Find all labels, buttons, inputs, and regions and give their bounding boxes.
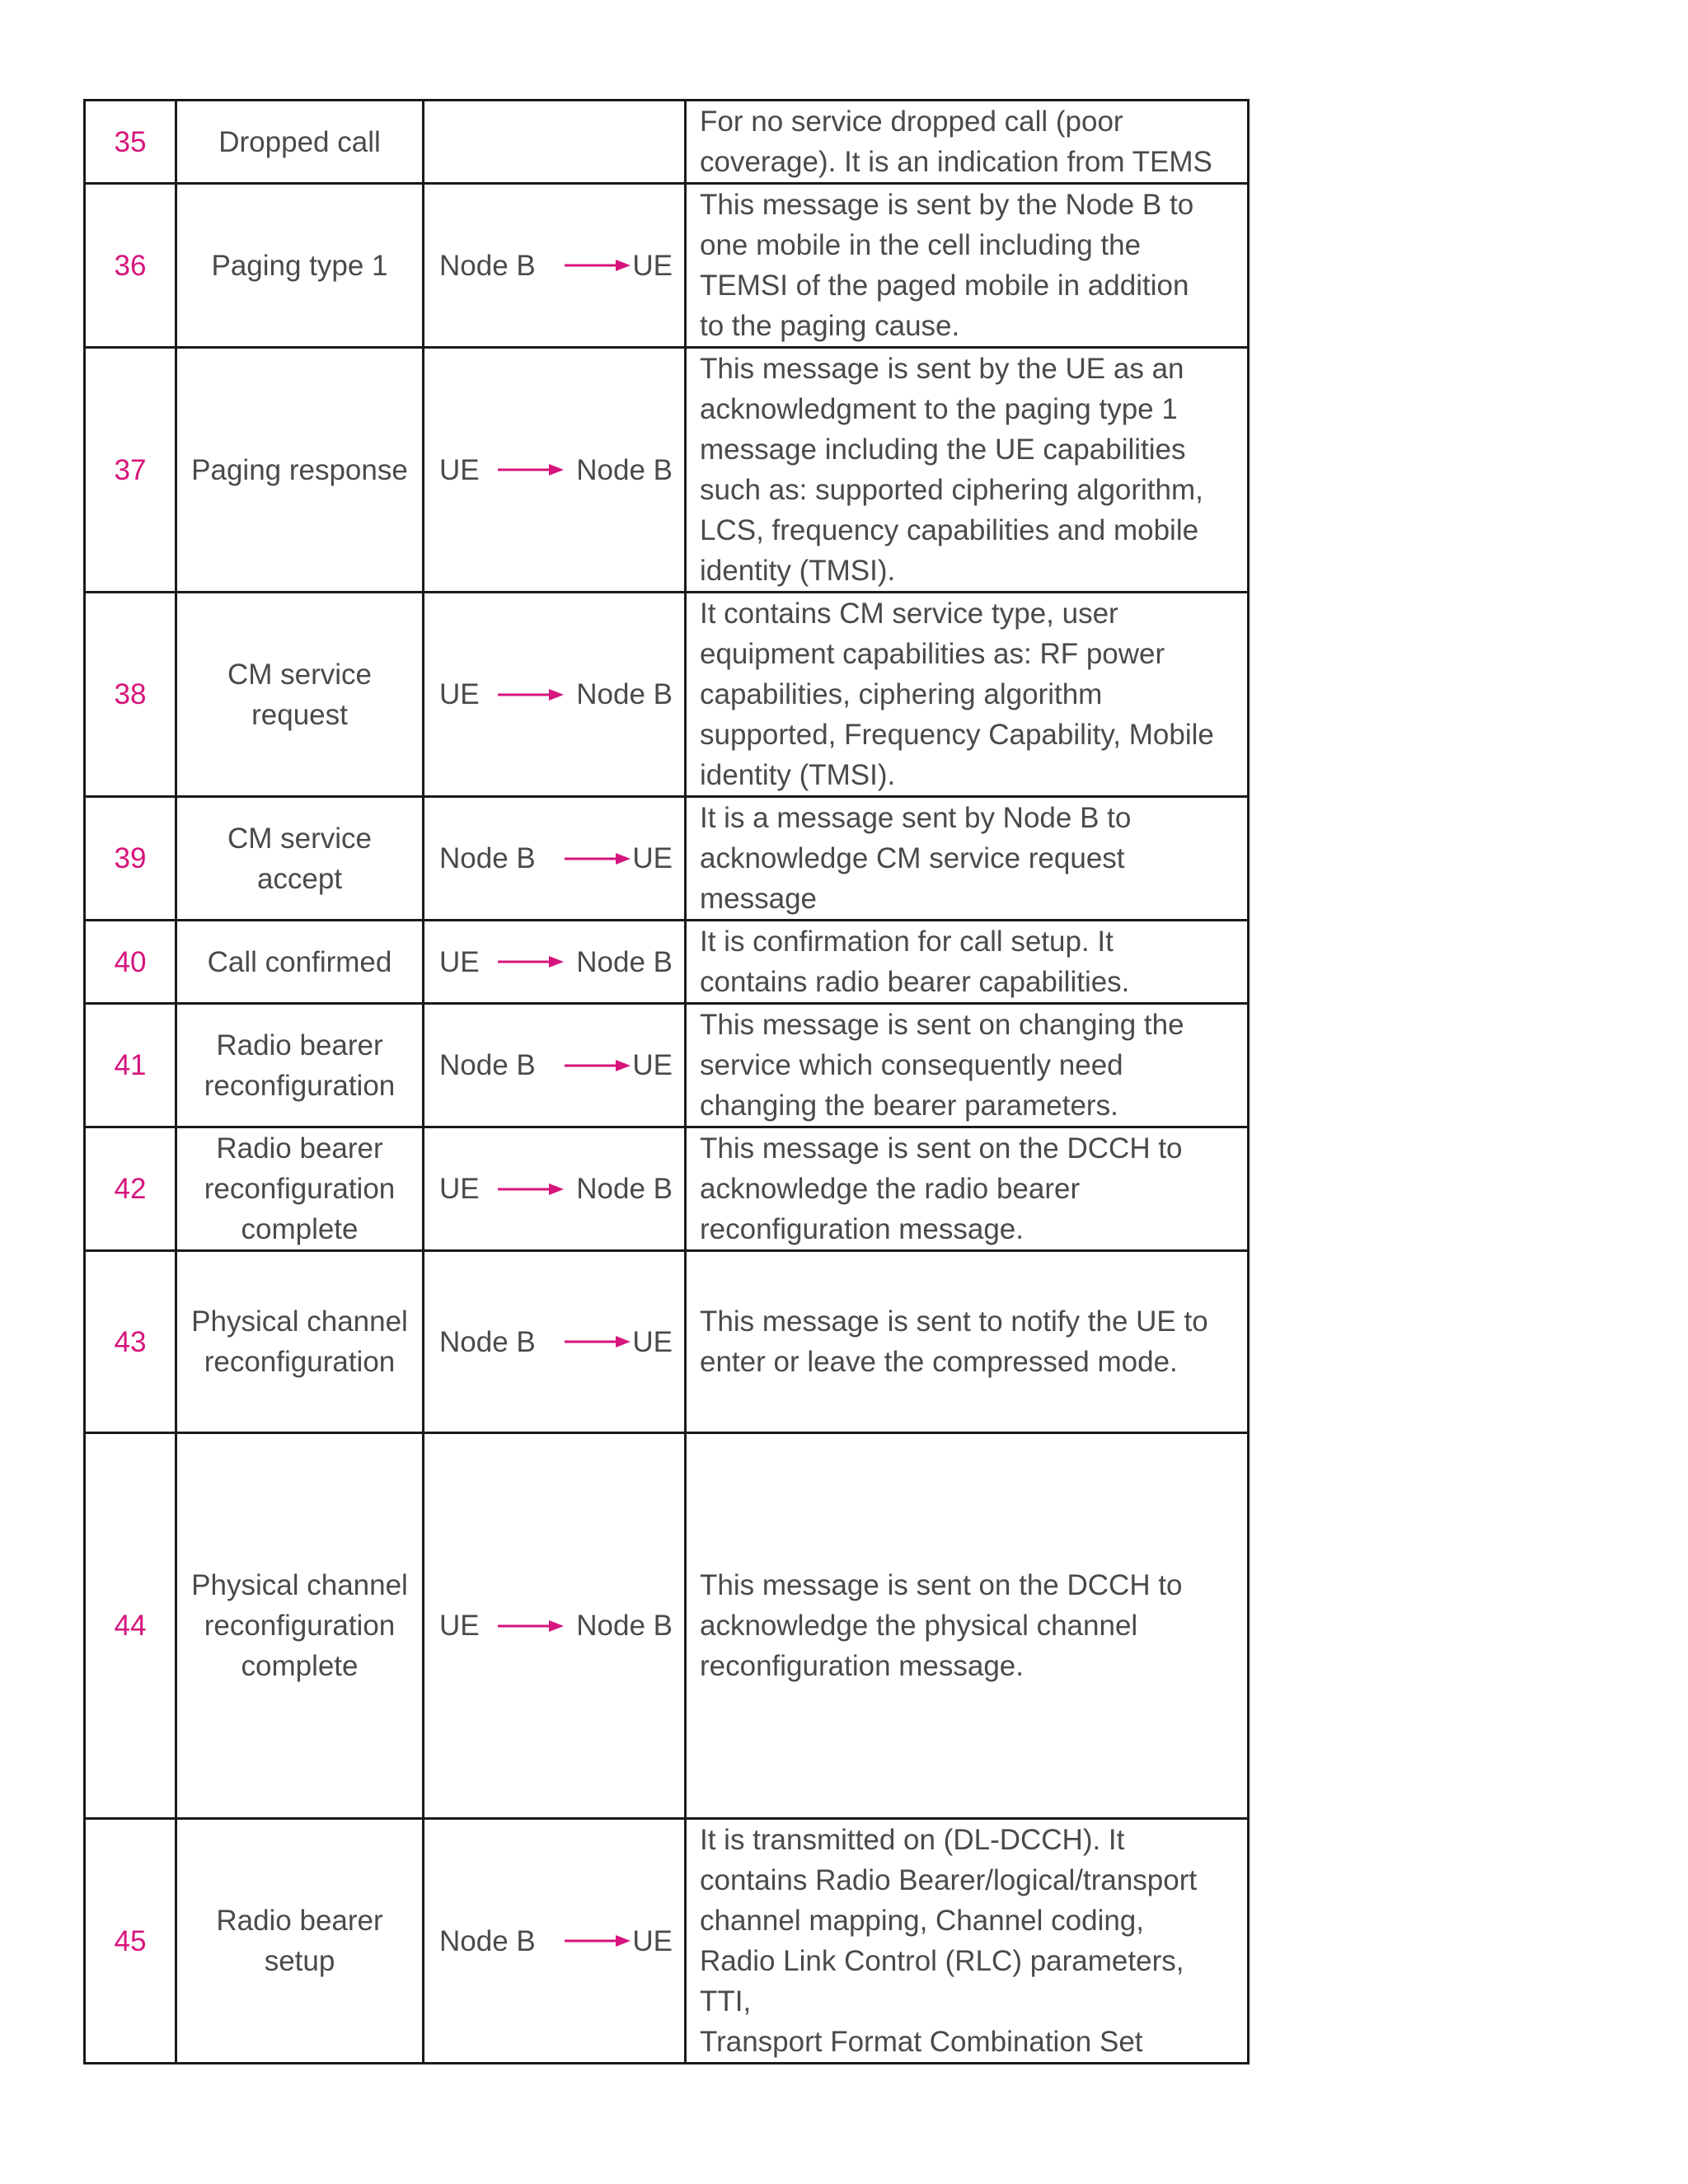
arrow-head (616, 1935, 631, 1947)
description-cell (686, 1251, 1249, 1433)
message-name: Paging type 1 (211, 249, 388, 282)
message-number-cell (85, 1004, 176, 1127)
message-name-cell (176, 1127, 424, 1251)
direction-cell (424, 184, 686, 348)
message-name-cell (176, 1819, 424, 2064)
direction-from: Node B (439, 1924, 536, 1957)
message-name: Physical channel reconfiguration (191, 1305, 408, 1378)
message-name-cell (176, 1004, 424, 1127)
direction-from: UE (439, 1173, 480, 1205)
table-row (85, 921, 1249, 1004)
direction-to: Node B (576, 1610, 673, 1642)
description-cell (686, 1819, 1249, 2064)
direction-flow (439, 1045, 673, 1085)
direction-to: UE (632, 1325, 673, 1358)
message-number: 40 (114, 945, 147, 978)
direction-to: Node B (576, 945, 673, 978)
direction-to: UE (632, 1049, 673, 1081)
message-number: 45 (114, 1924, 147, 1957)
message-number-cell (85, 921, 176, 1004)
direction-cell (424, 348, 686, 593)
arrow-head (616, 853, 631, 865)
message-number: 35 (114, 125, 147, 158)
message-number-cell (85, 1433, 176, 1819)
direction-from: UE (439, 678, 480, 710)
table-row (85, 1127, 1249, 1251)
arrow-right-icon (565, 851, 631, 867)
description-cell (686, 593, 1249, 797)
message-name: Call confirmed (207, 945, 392, 978)
arrow-right-icon (498, 1181, 564, 1197)
message-name-cell (176, 921, 424, 1004)
arrow-head (549, 464, 564, 476)
message-name-cell (176, 797, 424, 921)
arrow-head (616, 1336, 631, 1347)
table-body (85, 101, 1249, 2064)
message-name-cell (176, 1251, 424, 1433)
message-name: CM service accept (227, 822, 373, 895)
arrow-right-icon (565, 1933, 631, 1949)
message-number: 36 (114, 249, 147, 282)
description-cell (686, 1127, 1249, 1251)
arrow-right-icon (498, 1618, 564, 1634)
message-number-cell (85, 184, 176, 348)
message-description: This message is sent on the DCCH to acknowledge the radio bearer reconfiguration message. (700, 1132, 1183, 1245)
message-name-cell (176, 184, 424, 348)
arrow-right-icon (498, 462, 564, 478)
message-number-cell (85, 797, 176, 921)
arrow-head (616, 260, 631, 271)
arrow-head (616, 1060, 631, 1071)
direction-to: Node B (576, 1173, 673, 1205)
direction-from: Node B (439, 842, 536, 874)
message-description: This message is sent on changing the service which consequently need changing the bearer parameters. (700, 1009, 1184, 1122)
arrow-head (549, 1183, 564, 1195)
direction-flow (439, 1605, 673, 1646)
direction-from: Node B (439, 1325, 536, 1358)
table-row (85, 1819, 1249, 2064)
direction-flow (439, 450, 673, 490)
message-number-cell (85, 1127, 176, 1251)
arrow-head (549, 689, 564, 701)
table-row (85, 1004, 1249, 1127)
direction-flow (439, 1322, 673, 1362)
message-description: This message is sent on the DCCH to acknowledge the physical channel reconfiguration message. (700, 1569, 1183, 1682)
direction-from: Node B (439, 1049, 536, 1081)
message-number: 43 (114, 1325, 147, 1358)
table-row (85, 184, 1249, 348)
table-row (85, 1433, 1249, 1819)
message-name: CM service request (227, 658, 373, 731)
message-name: Radio bearer setup (216, 1905, 383, 1977)
direction-from: UE (439, 1610, 480, 1642)
arrow-head (549, 1620, 564, 1632)
table-row (85, 593, 1249, 797)
message-name: Radio bearer reconfiguration (204, 1029, 396, 1102)
description-cell (686, 101, 1249, 184)
message-name-cell (176, 593, 424, 797)
direction-flow (439, 1921, 673, 1961)
description-cell (686, 184, 1249, 348)
message-description: It is transmitted on (DL-DCCH). It contains Radio Bearer/logical/transport channel mapping, Channel coding, Radio Link Control (RLC) parameters, TTI, Transport Format Combination Set (700, 1824, 1198, 2058)
direction-cell (424, 1433, 686, 1819)
direction-to: Node B (576, 678, 673, 710)
message-description: For no service dropped call (poor coverage). It is an indication from TEMS (700, 105, 1212, 178)
direction-from: Node B (439, 249, 536, 282)
message-name-cell (176, 1433, 424, 1819)
direction-to: UE (632, 1924, 673, 1957)
direction-to: Node B (576, 453, 673, 486)
message-name: Dropped call (218, 125, 381, 158)
direction-cell (424, 593, 686, 797)
direction-flow (439, 1169, 673, 1209)
arrow-head (549, 956, 564, 968)
direction-cell (424, 797, 686, 921)
direction-cell (424, 1819, 686, 2064)
message-description: This message is sent by the UE as an acknowledgment to the paging type 1 message including the UE capabilities such as: supported ciphering algorithm, LCS, frequency capabilities and mobile identity (TMSI). (700, 353, 1203, 587)
message-description: It is confirmation for call setup. It contains radio bearer capabilities. (700, 926, 1130, 998)
message-number-cell (85, 1251, 176, 1433)
message-number: 44 (114, 1610, 147, 1642)
description-cell (686, 797, 1249, 921)
message-name: Radio bearer reconfiguration complete (204, 1132, 396, 1245)
message-number-cell (85, 101, 176, 184)
description-cell (686, 921, 1249, 1004)
message-description: It is a message sent by Node B to acknowledge CM service request message (700, 802, 1132, 915)
message-description: It contains CM service type, user equipment capabilities as: RF power capabilities, ciphering algorithm supported, Frequency Capability, Mobile identity (TMSI). (700, 598, 1214, 791)
arrow-right-icon (565, 1333, 631, 1350)
table-row (85, 1251, 1249, 1433)
message-number-cell (85, 1819, 176, 2064)
direction-to: UE (632, 249, 673, 282)
message-name: Paging response (191, 453, 408, 486)
description-cell (686, 1433, 1249, 1819)
message-name-cell (176, 348, 424, 593)
message-description: This message is sent by the Node B to one mobile in the cell including the TEMSI of the paged mobile in addition to the paging cause. (700, 189, 1194, 342)
description-cell (686, 1004, 1249, 1127)
direction-flow (439, 838, 673, 879)
message-number: 39 (114, 842, 147, 874)
message-number-cell (85, 348, 176, 593)
message-name-cell (176, 101, 424, 184)
direction-cell (424, 1251, 686, 1433)
direction-flow (439, 246, 673, 286)
arrow-right-icon (565, 257, 631, 274)
message-description: This message is sent to notify the UE to enter or leave the compressed mode. (700, 1305, 1208, 1378)
arrow-right-icon (498, 687, 564, 703)
message-number: 38 (114, 678, 147, 710)
description-cell (686, 348, 1249, 593)
direction-cell (424, 1004, 686, 1127)
message-number: 41 (114, 1049, 147, 1081)
arrow-right-icon (565, 1057, 631, 1074)
direction-flow (439, 674, 673, 715)
direction-from: UE (439, 945, 480, 978)
table-row (85, 348, 1249, 593)
table-row (85, 797, 1249, 921)
message-number: 42 (114, 1173, 147, 1205)
direction-to: UE (632, 842, 673, 874)
direction-cell (424, 921, 686, 1004)
direction-flow (439, 942, 673, 982)
message-name: Physical channel reconfiguration complete (191, 1569, 408, 1682)
arrow-right-icon (498, 954, 564, 970)
message-number-cell (85, 593, 176, 797)
direction-cell (424, 101, 686, 184)
message-table (83, 99, 1250, 2064)
table-row (85, 101, 1249, 184)
message-number: 37 (114, 453, 147, 486)
direction-cell (424, 1127, 686, 1251)
direction-from: UE (439, 453, 480, 486)
